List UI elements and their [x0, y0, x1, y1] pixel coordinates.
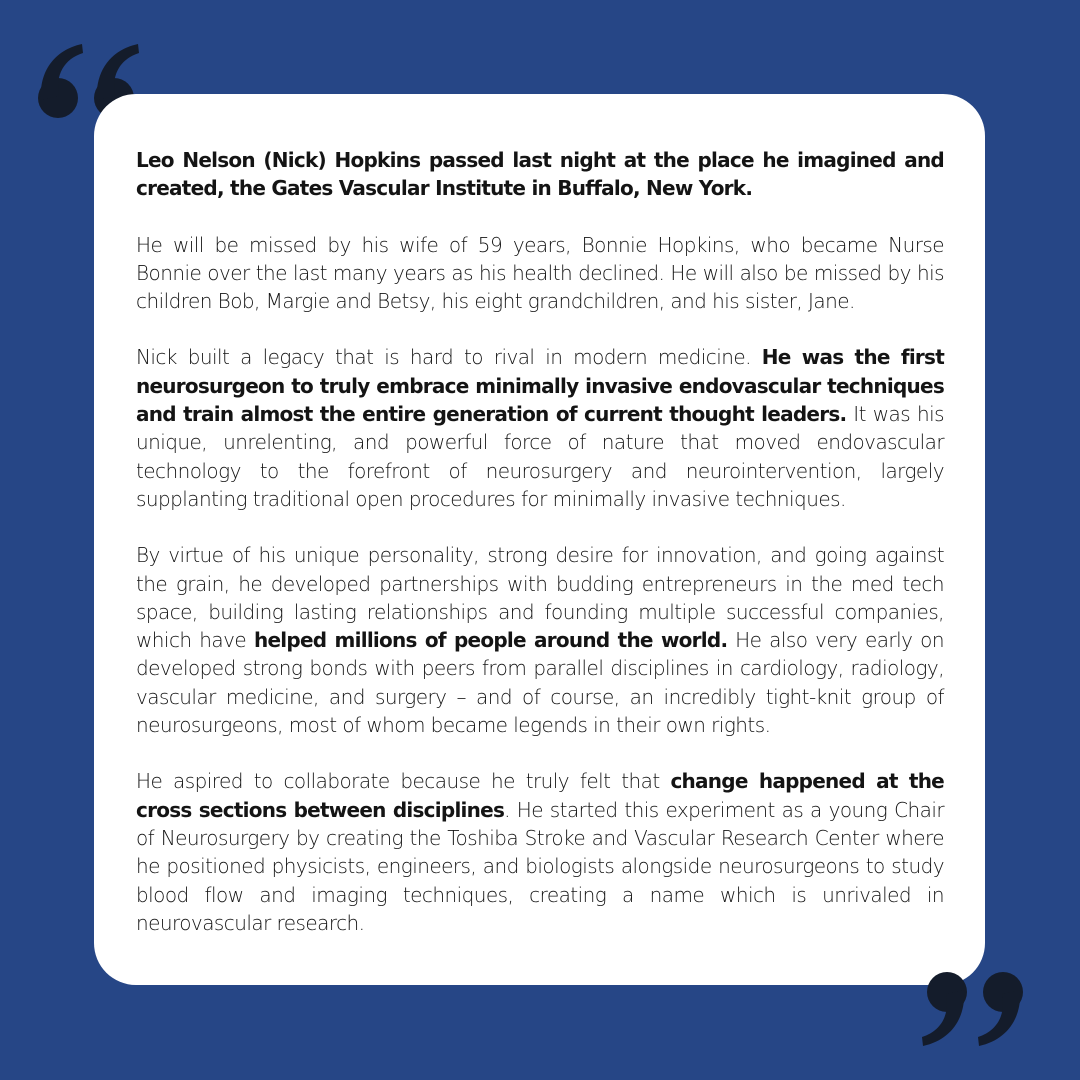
collaboration-intro: He aspired to collaborate because he truly felt that [136, 769, 671, 794]
legacy-highlight: He was the first neurosurgeon to truly embrace minimally invasive endovascular techniques and train almost the entire generation of current thought leaders. [136, 345, 945, 427]
collaboration-paragraph [136, 767, 944, 937]
quote-card [94, 94, 985, 985]
legacy-paragraph [136, 343, 944, 513]
collaboration-highlight: change happened at the cross sections between disciplines [136, 769, 944, 822]
innovation-paragraph [136, 541, 944, 739]
innovation-intro: By virtue of his unique personality, strong desire for innovation, and going against the grain, he developed partnerships with budding entrepreneurs in the med tech space, building lasting relationships and founding multiple successful companies, which have [136, 543, 944, 653]
legacy-intro: Nick built a legacy that is hard to rival in modern medicine. [136, 345, 762, 370]
family-paragraph: He will be missed by his wife of 59 years, Bonnie Hopkins, who became Nurse Bonnie over the last many years as his health declined. He will also be missed by his children Bob, Margie and Betsy, his eight grandchildren, and his sister, Jane. [136, 232, 944, 314]
collaboration-rest: . He started this experiment as a young Chair of Neurosurgery by creating the Toshiba Stroke and Vascular Research Center where he positioned physicists, engineers, and biologists alongside neurosurgeons to study blood flow and imaging techniques, creating a name which is unrivaled in neurovascular research. [136, 797, 944, 935]
innovation-highlight: helped millions of people around the world. [253, 628, 728, 653]
close-quote-icon [921, 970, 1025, 1046]
article-body [136, 146, 944, 937]
lead-paragraph: Leo Nelson (Nick) Hopkins passed last night at the place he imagined and created, the Gates Vascular Institute in Buffalo, New York. [136, 148, 944, 201]
legacy-rest: It was his unique, unrelenting, and powerful force of nature that moved endovascular technology to the forefront of neurosurgery and neurointervention, largely supplanting traditional open procedures for minimally invasive techniques. [136, 402, 944, 511]
innovation-rest: He also very early on developed strong bonds with peers from parallel disciplines in cardiology, radiology, vascular medicine, and surgery – and of course, an incredibly tight-knit group of neurosurgeons, most of whom became legends in their own rights. [136, 628, 944, 738]
